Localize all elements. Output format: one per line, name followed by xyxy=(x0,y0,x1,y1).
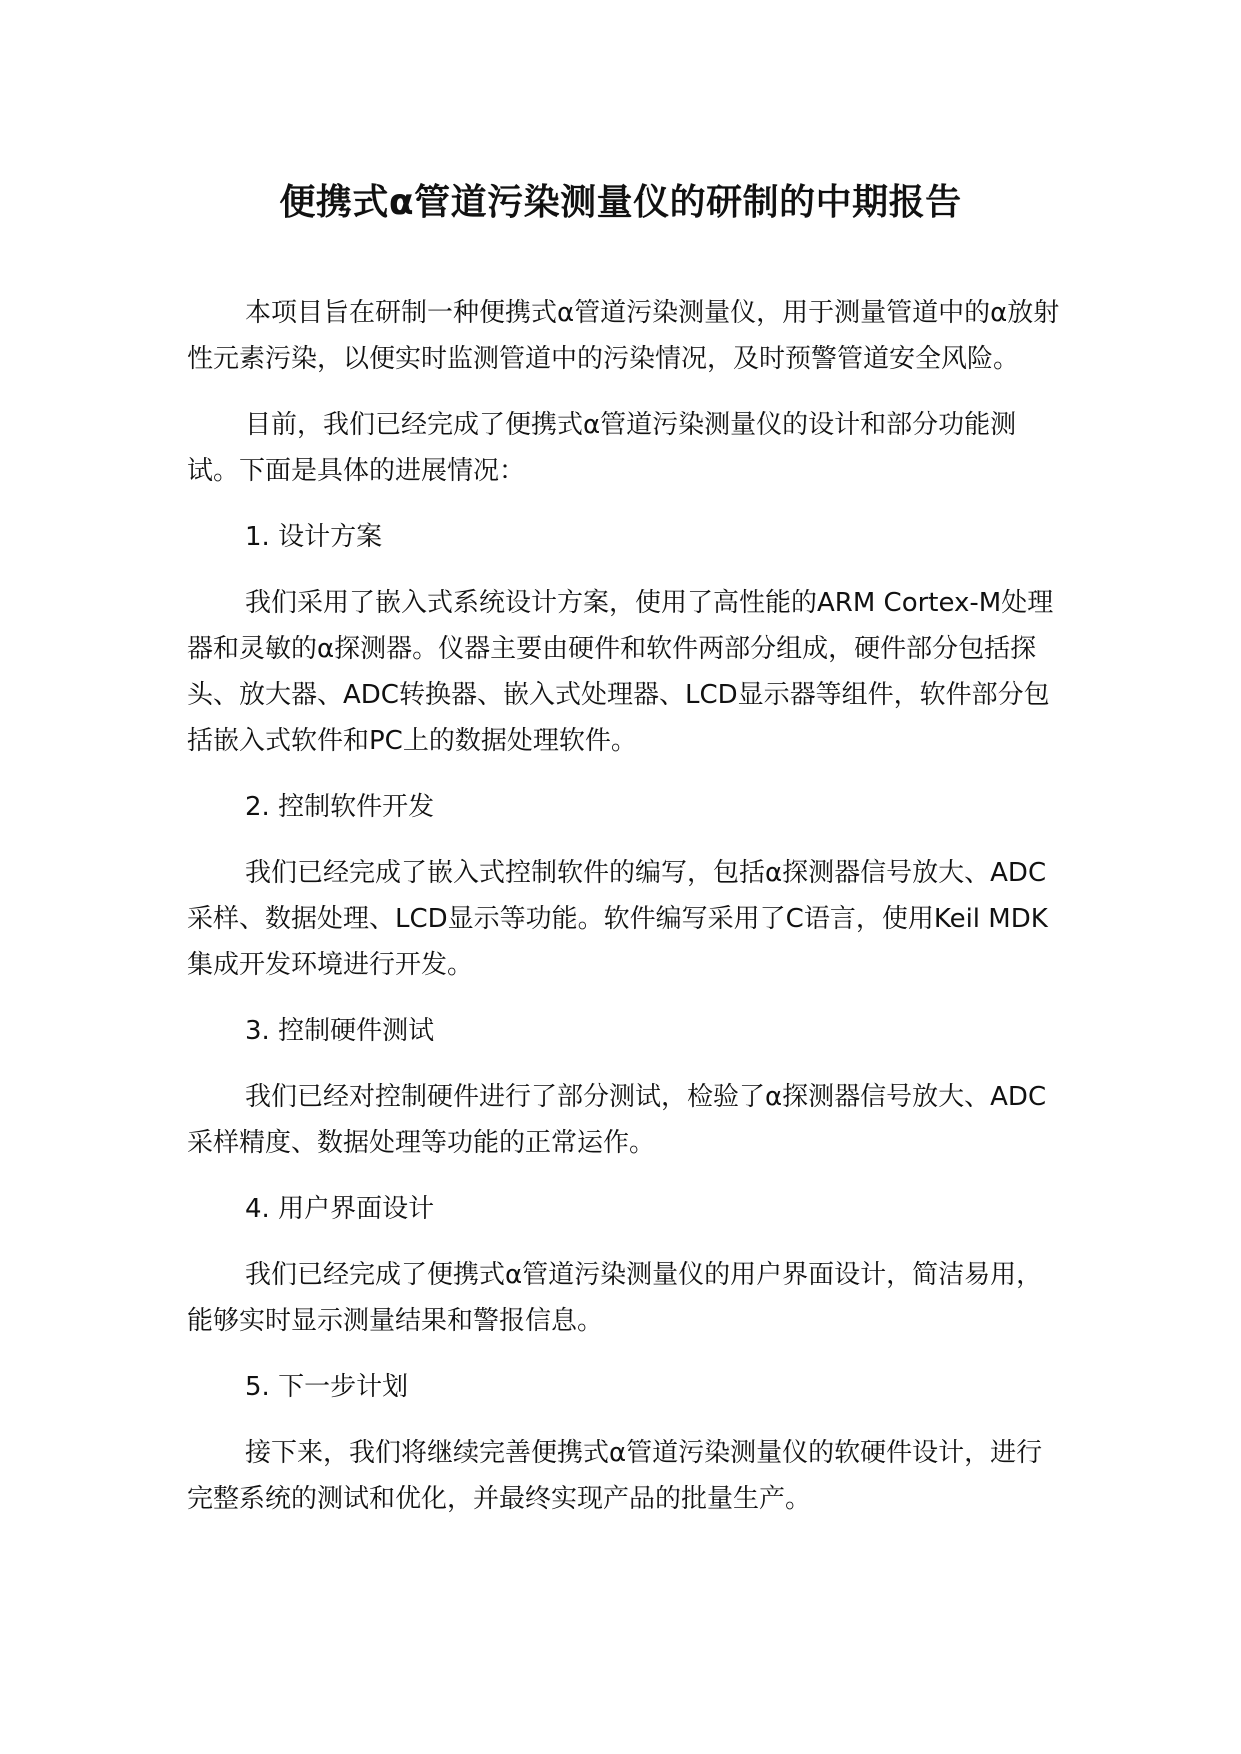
section-text-next-steps: 接下来，我们将继续完善便携式α管道污染测量仪的软硬件设计，进行完整系统的测试和优化，并最终实现产品的批量生产。 xyxy=(187,1438,1043,1514)
document-title: 便携式α管道污染测量仪的研制的中期报告 xyxy=(279,182,962,223)
intro-paragraph-1: 本项目旨在研制一种便携式α管道污染测量仪，用于测量管道中的α放射性元素污染，以便实时监测管道中的污染情况，及时预警管道安全风险。 xyxy=(187,298,1060,374)
document-body xyxy=(187,290,1067,1542)
section-text-software: 我们已经完成了嵌入式控制软件的编写，包括α探测器信号放大、ADC采样、数据处理、LCD显示等功能。软件编写采用了C语言，使用Keil MDK集成开发环境进行开发。 xyxy=(187,858,1048,980)
section-text-design: 我们采用了嵌入式系统设计方案，使用了高性能的ARM Cortex-M处理器和灵敏的α探测器。仪器主要由硬件和软件两部分组成，硬件部分包括探头、放大器、ADC转换器、嵌入式处理器、LCD显示器等组件，软件部分包括嵌入式软件和PC上的数据处理软件。 xyxy=(187,588,1054,756)
section-heading-hardware-test: 3. 控制硬件测试 xyxy=(245,1016,435,1046)
section-heading-design: 1. 设计方案 xyxy=(245,522,383,552)
section-text-hardware-test: 我们已经对控制硬件进行了部分测试，检验了α探测器信号放大、ADC采样精度、数据处理等功能的正常运作。 xyxy=(187,1082,1047,1158)
section-heading-software: 2. 控制软件开发 xyxy=(245,792,435,822)
section-heading-next-steps: 5. 下一步计划 xyxy=(245,1372,409,1402)
intro-paragraph-2: 目前，我们已经完成了便携式α管道污染测量仪的设计和部分功能测试。下面是具体的进展情况： xyxy=(187,410,1017,486)
section-heading-ui-design: 4. 用户界面设计 xyxy=(245,1194,435,1224)
section-text-ui-design: 我们已经完成了便携式α管道污染测量仪的用户界面设计，简洁易用，能够实时显示测量结果和警报信息。 xyxy=(187,1260,1043,1336)
